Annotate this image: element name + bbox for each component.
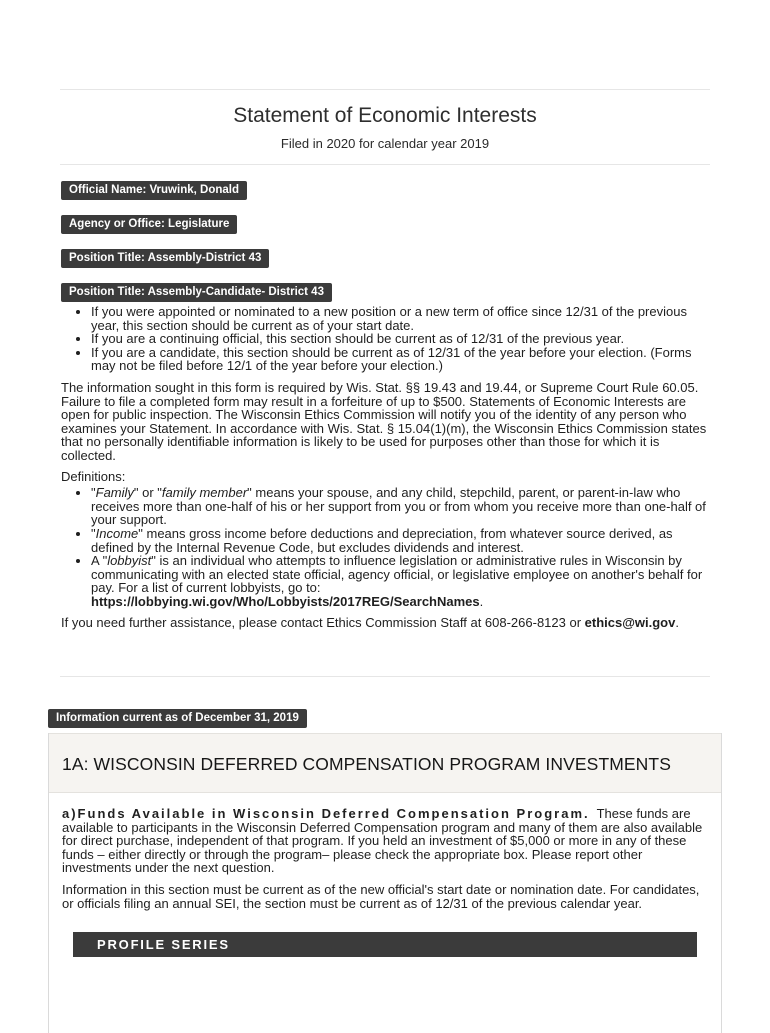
- instructions: [61, 305, 709, 630]
- official-name-badge: Official Name: Vruwink, Donald: [61, 181, 247, 200]
- lobbyists-link[interactable]: https://lobbying.wi.gov/Who/Lobbyists/2017REG/SearchNames: [91, 593, 480, 609]
- definitions-label: Definitions:: [61, 468, 126, 484]
- definitions-list: [61, 486, 709, 608]
- section-title: 1A: WISCONSIN DEFERRED COMPENSATION PROGRAM INVESTMENTS: [62, 754, 671, 774]
- section-1a: [48, 733, 722, 1033]
- top-divider: [60, 89, 710, 90]
- page-title: Statement of Economic Interests: [233, 104, 537, 127]
- definition-income: • "Income" means gross income before deductions and depreciation, from whatever source derived, as defined by the Internal Revenue Code, but excludes dividends and interest.: [91, 527, 709, 554]
- section-header: [49, 733, 721, 793]
- definition-family: • "Family" or "family member" means your spouse, and any child, stepchild, parent, or parent-in-law who receives more than one-half of his or her support from you or from whom you receive more than one-half of your support.: [91, 486, 709, 527]
- position-title-candidate-badge: Position Title: Assembly-Candidate- District 43: [61, 283, 332, 302]
- part-a-paragraph: a)Funds Available in Wisconsin Deferred Compensation Program. These funds are available to participants in the Wisconsin Deferred Compensation program and many of them are also available for direct purchase, independent of that program. If you held an investment of $5,000 or more in any of these funds – either directly or through the program– please check the appropriate box. Please report other investments under the next question.: [62, 806, 703, 876]
- position-title-badge: Position Title: Assembly-District 43: [61, 249, 269, 268]
- info-paragraph: The information sought in this form is required by Wis. Stat. §§ 19.43 and 19.44, or Supreme Court Rule 60.05. Failure to file a completed form may result in a forfeiture of up to $500. Statements of Economic Interests are open for public inspection. The Wisconsin Ethics Commission will notify you of the identity of any person who examines your Statement. In accordance with Wis. Stat. § 15.04(1)(m), the Wisconsin Ethics Commission states that no personally identifiable information is likely to be used for purposes other than those for which it is collected.: [61, 379, 707, 463]
- section-body: [62, 807, 708, 910]
- assistance-paragraph: If you need further assistance, please contact Ethics Commission Staff at 608-266-8123 or ethics@wi.gov.: [61, 615, 679, 631]
- list-item: • If you were appointed or nominated to a new position or a new term of office since 12/31 of the previous year, this section should be current as of your start date.: [91, 305, 709, 332]
- agency-badge: Agency or Office: Legislature: [61, 215, 237, 234]
- currency-note: Information in this section must be current as of the new official's start date or nomination date. For candidates, or officials filing an annual SEI, the section must be current as of 12/31 of the previous calendar year.: [62, 881, 700, 911]
- header-divider: [60, 164, 710, 165]
- currency-rules-list: [61, 305, 709, 373]
- section-divider: [60, 676, 710, 677]
- definition-lobbyist: • A "lobbyist" is an individual who attempts to influence legislation or administrative rules in Wisconsin by communicating with an elected state official, agency official, or legislative employee on another's behalf for pay. For a list of current lobbyists, go to: https://lobbying.wi.gov/Who/Lobbyists/2017REG/SearchNames.: [91, 554, 709, 608]
- profile-series-header: PROFILE SERIES: [73, 932, 697, 957]
- current-as-of-badge: Information current as of December 31, 2019: [48, 709, 307, 728]
- page-subtitle: Filed in 2020 for calendar year 2019: [280, 136, 490, 151]
- list-item: • If you are a candidate, this section should be current as of 12/31 of the year before your election. (Forms may not be filed before 12/1 of the year before your election.): [91, 346, 709, 373]
- part-a-label: a)Funds Available in Wisconsin Deferred Compensation Program.: [62, 806, 590, 821]
- list-item: • If you are a continuing official, this section should be current as of 12/31 of the previous year.: [91, 332, 709, 346]
- ethics-email-link[interactable]: ethics@wi.gov: [584, 615, 676, 631]
